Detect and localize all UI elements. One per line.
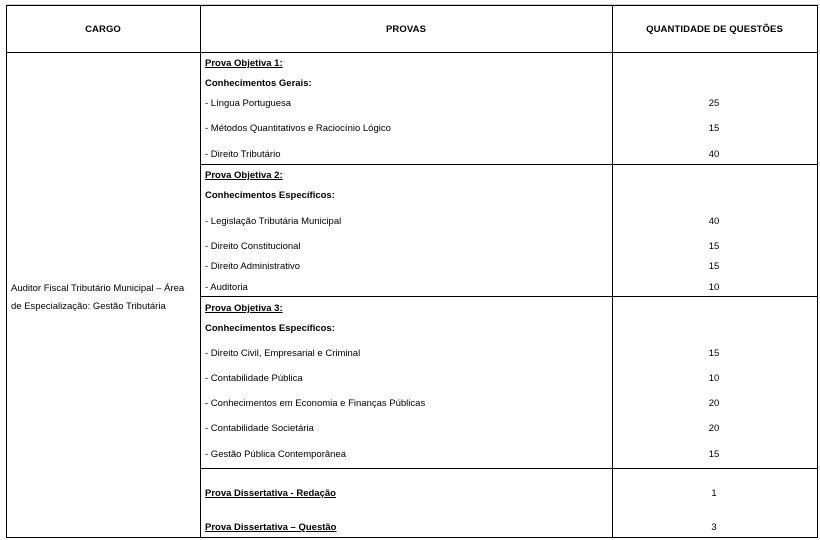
- row-qty: 10: [708, 282, 720, 293]
- row-label: - Gestão Pública Contemporânea: [205, 449, 346, 460]
- row-label: Prova Dissertativa - Redação: [205, 488, 336, 499]
- row-qty: 15: [708, 348, 720, 359]
- header-cargo: CARGO: [85, 23, 121, 35]
- row-label: - Direito Constitucional: [205, 241, 301, 252]
- row-label: Conhecimentos Gerais:: [205, 78, 312, 89]
- row-label: Conhecimentos Específicos:: [205, 190, 335, 201]
- row-qty: 15: [708, 261, 720, 272]
- row-label: - Contabilidade Pública: [205, 373, 303, 384]
- column-divider-cargo: [200, 5, 201, 538]
- row-label: - Legislação Tributária Municipal: [205, 216, 342, 227]
- table-right-border: [817, 5, 818, 538]
- row-qty: 40: [708, 216, 720, 227]
- row-label: - Métodos Quantitativos e Raciocínio Lógico: [205, 123, 391, 134]
- row-qty: 20: [708, 423, 720, 434]
- row-label: - Direito Tributário: [205, 149, 281, 160]
- header-quantidade: QUANTIDADE DE QUESTÕES: [646, 23, 783, 35]
- section-divider-3: [200, 468, 818, 469]
- header-bottom-border: [6, 52, 818, 53]
- section-divider-2: [200, 296, 818, 297]
- row-label: - Auditoria: [205, 282, 248, 293]
- row-label: - Conhecimentos em Economia e Finanças Públicas: [205, 398, 426, 409]
- row-qty: 25: [708, 98, 720, 109]
- row-label: Prova Objetiva 3:: [205, 303, 283, 314]
- row-label: - Contabilidade Societária: [205, 423, 314, 434]
- row-qty: 20: [708, 398, 720, 409]
- row-label: Prova Objetiva 2:: [205, 170, 283, 181]
- row-qty: 10: [708, 373, 720, 384]
- row-qty: 15: [708, 123, 720, 134]
- row-qty: 1: [711, 488, 717, 499]
- row-qty: 15: [708, 241, 720, 252]
- row-qty: 15: [708, 449, 720, 460]
- row-label: - Direito Administrativo: [205, 261, 301, 272]
- table-left-border: [6, 5, 7, 538]
- row-qty: 40: [708, 149, 720, 160]
- row-qty: 3: [711, 522, 717, 533]
- header-provas: PROVAS: [385, 23, 426, 35]
- row-label: Conhecimentos Específicos:: [205, 323, 335, 334]
- row-label: Prova Dissertativa – Questão: [205, 522, 337, 533]
- row-label: - Língua Portuguesa: [205, 98, 292, 109]
- section-divider-1: [200, 164, 818, 165]
- row-label: - Direito Civil, Empresarial e Criminal: [205, 348, 361, 359]
- row-label: Prova Objetiva 1:: [205, 58, 283, 69]
- table-bottom-border: [6, 537, 818, 538]
- cargo-cell: Auditor Fiscal Tributário Municipal – Área de Especialização: Gestão Tributária: [11, 283, 185, 312]
- column-divider-provas: [612, 5, 613, 538]
